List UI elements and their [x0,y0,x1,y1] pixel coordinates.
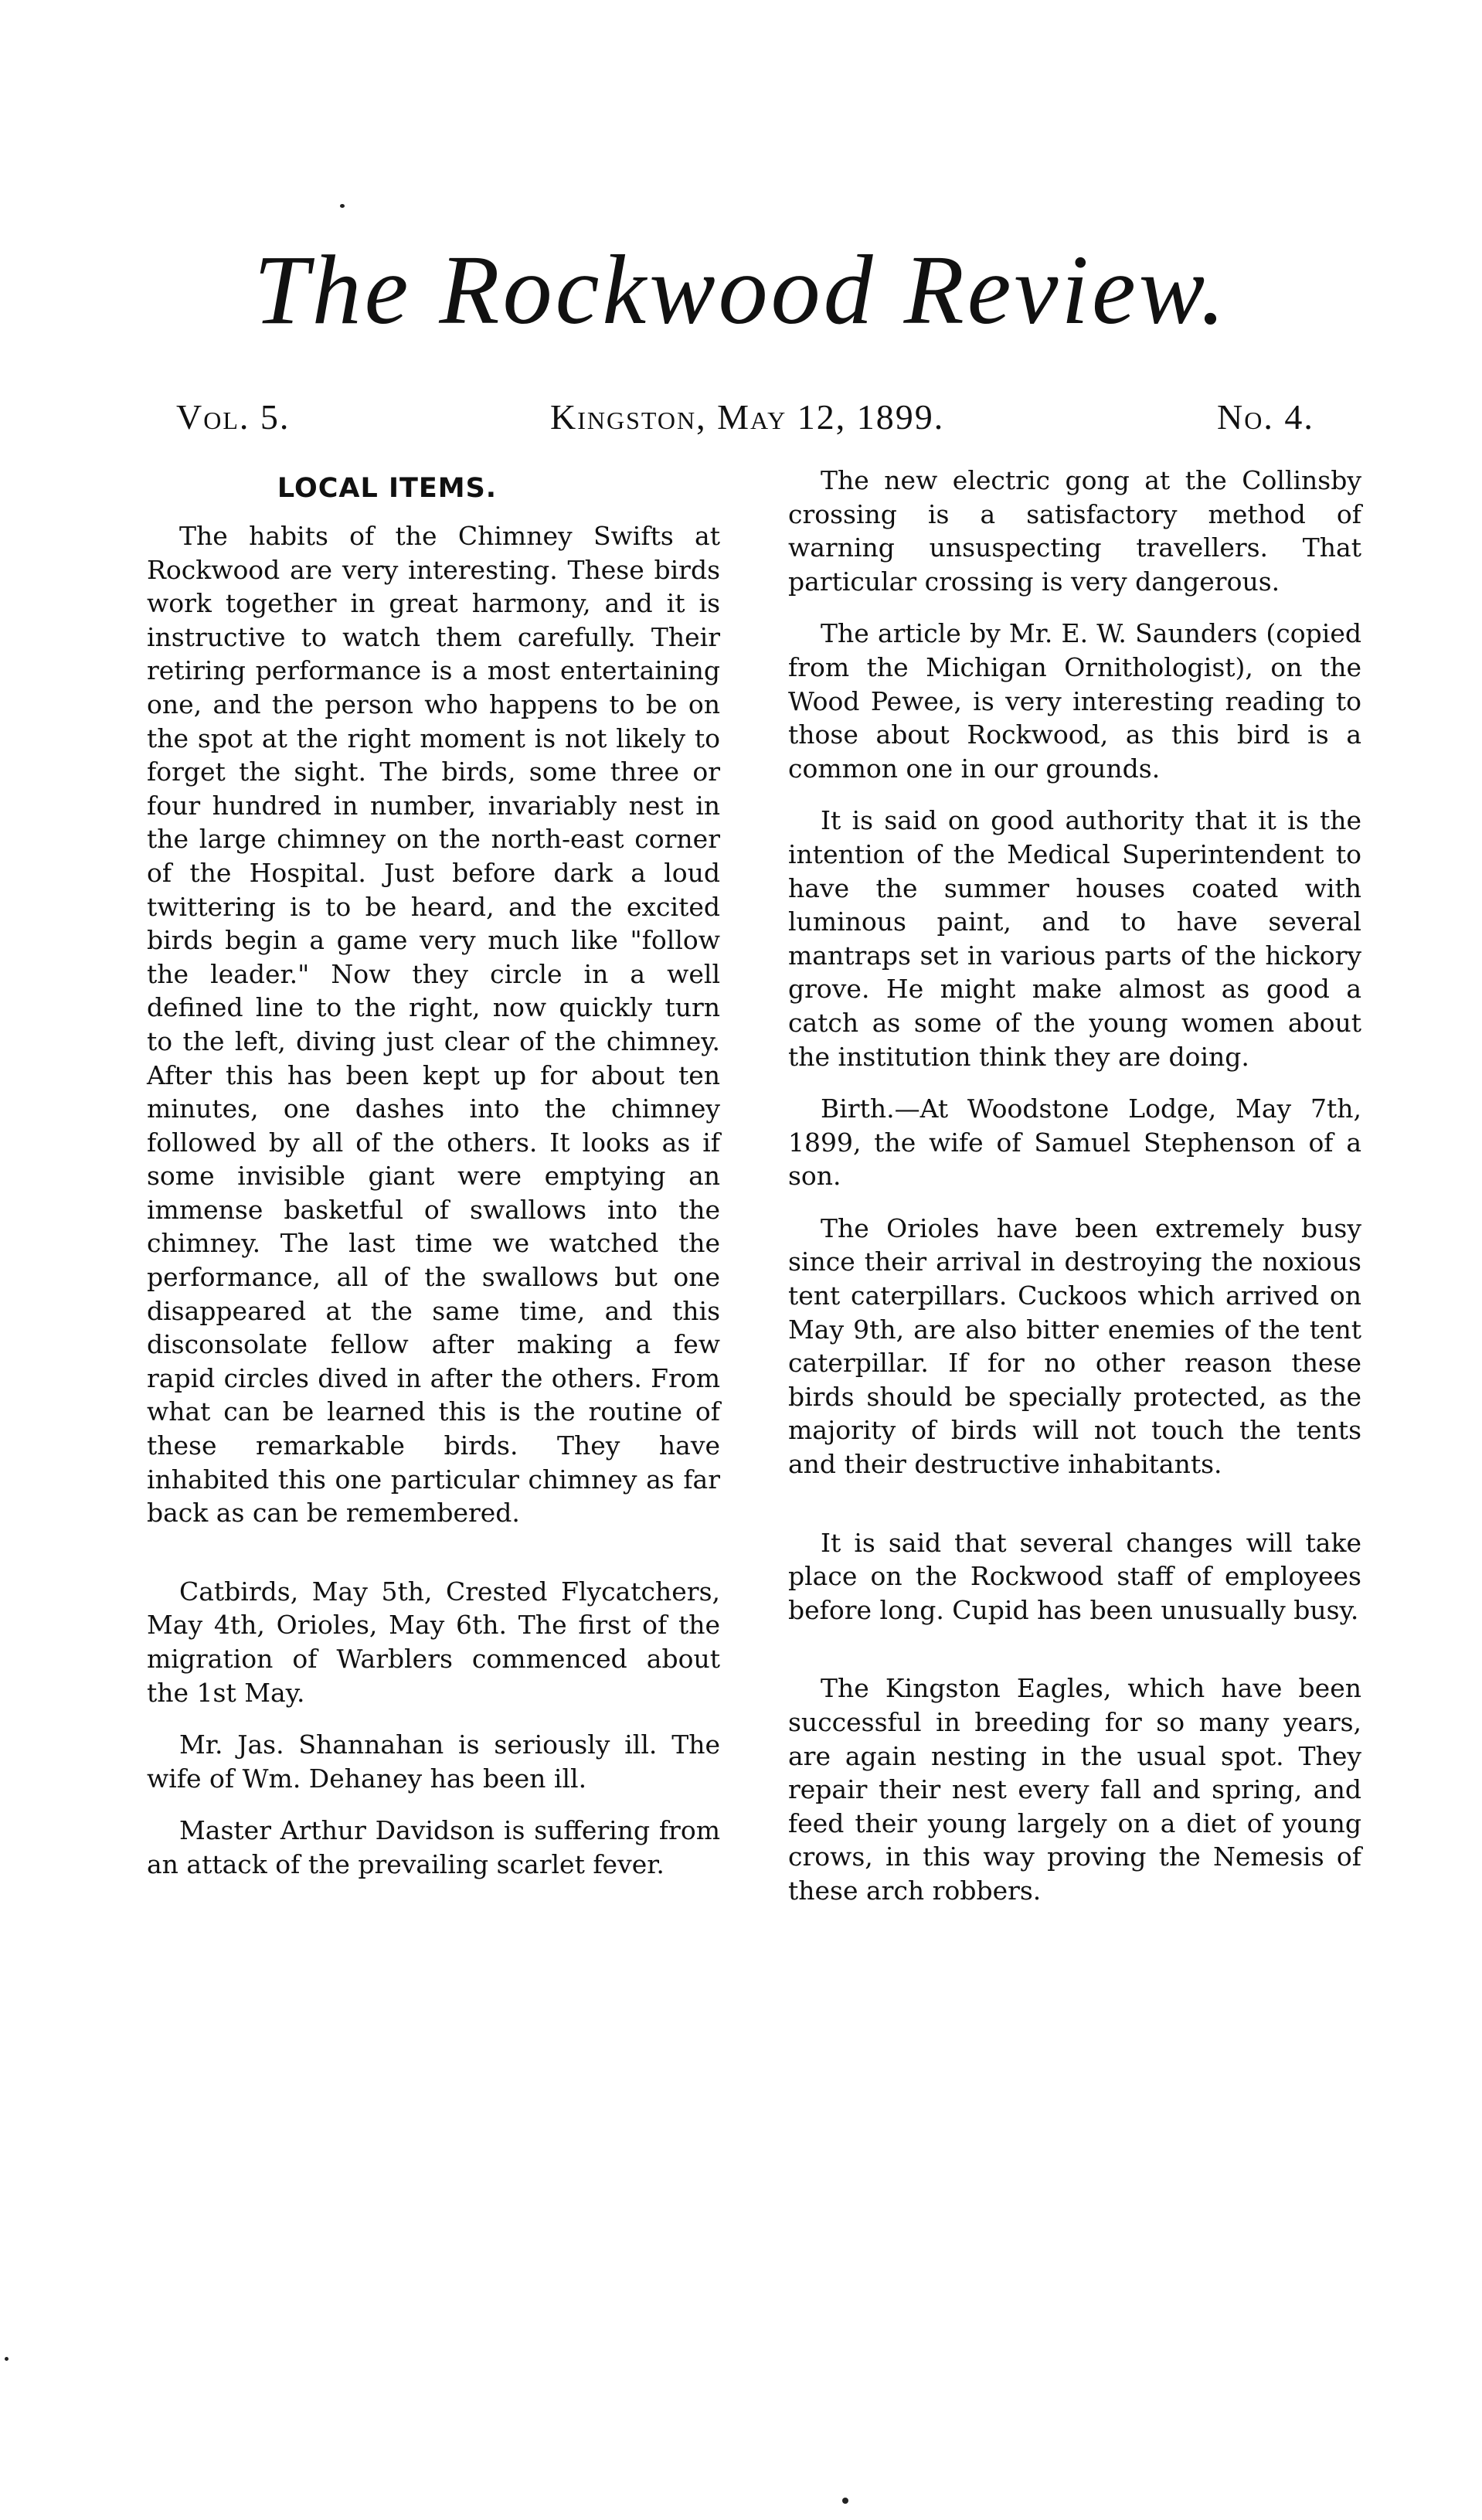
print-speck [340,204,345,208]
volume-number: Vol. 5. [176,397,291,437]
article-luminous-paint: It is said on good authority that it is the intention of the Medical Superintendent to have the summer houses coated with luminous paint, and to have several mantraps set in various parts of the hickory grove. He might make almost as good a catch as some of the young women about the institution think they are doing. [788,805,1361,1072]
right-column [788,464,1361,1927]
section-heading [147,471,720,505]
article-birth-notice: Birth.—At Woodstone Lodge, May 7th, 1899, the wife of Samuel Stephenson of a son. [788,1093,1361,1192]
article-bird-arrivals: Catbirds, May 5th, Crested Flycatchers, May 4th, Orioles, May 6th. The first of the migration of Warblers commenced about the 1st May. [147,1576,720,1708]
article-illness-notice: Mr. Jas. Shannahan is seriously ill. The wife of Wm. Dehaney has been ill. [147,1729,720,1794]
print-speck [842,2498,848,2504]
article-chimney-swifts: The habits of the Chimney Swifts at Rockwood are very interesting. These birds work together in great harmony, and it is instructive to watch them carefully. Their retiring performance is a most entertaining one, and the person who happens to be on the spot at the right moment is not likely to forget the sight. The birds, some three or four hundred in number, invariably nest in the large chimney on the north-east corner of the Hospital. Just before dark a loud twittering is to be heard, and the excited birds begin a game very much like "follow the leader." Now they circle in a well defined line to the right, now quickly turn to the left, diving just clear of the chimney. After this has been kept up for about ten minutes, one dashes into the chimney followed by all of the others. It looks as if some invisible giant were emptying an immense basketful of swallows into the chimney. The last time we watched the performance, all of the swallows but one disappeared at the same time, and this disconsolate fellow after making a few rapid circles dived in after the others. From what can be learned this is the routine of these remarkable birds. They have inhabited this one particular chimney as far back as can be remembered. [147,521,720,1529]
article-scarlet-fever: Master Arthur Davidson is suffering from an attack of the prevailing scarlet fever. [147,1815,720,1879]
left-column [147,464,720,1900]
article-kingston-eagles: The Kingston Eagles, which have been successful in breeding for so many years, are again nesting in the usual spot. They repair their nest every fall and spring, and feed their young largely on a diet of young crows, in this way proving the Nemesis of these arch robbers. [788,1673,1361,1906]
article-orioles: The Orioles have been extremely busy since their arrival in destroying the noxious tent caterpillars. Cuckoos which arrived on May 9th, are also bitter enemies of the tent caterpillar. If for no other reason these birds should be specially protected, as the majority of birds will not touch the tents and their destructive inhabitants. [788,1212,1361,1480]
place-and-date: Kingston, May 12, 1899. [550,397,945,437]
article-staff-changes: It is said that several changes will take place on the Rockwood staff of employees before long. Cupid has been unusually busy. [788,1527,1361,1625]
issue-number: No. 4. [1217,397,1314,437]
section-heading-text: LOCAL ITEMS. [277,473,498,504]
print-speck [5,2357,8,2361]
masthead-title: The Rockwood Review. [253,235,1229,345]
article-wood-pewee: The article by Mr. E. W. Saunders (copied from the Michigan Ornithologist), on the Wood Pewee, is very interesting reading to those about Rockwood, as this bird is a common one in our grounds. [788,618,1361,784]
article-electric-gong: The new electric gong at the Collinsby crossing is a satisfactory method of warning unsuspecting travellers. That particular crossing is very dangerous. [788,465,1361,597]
